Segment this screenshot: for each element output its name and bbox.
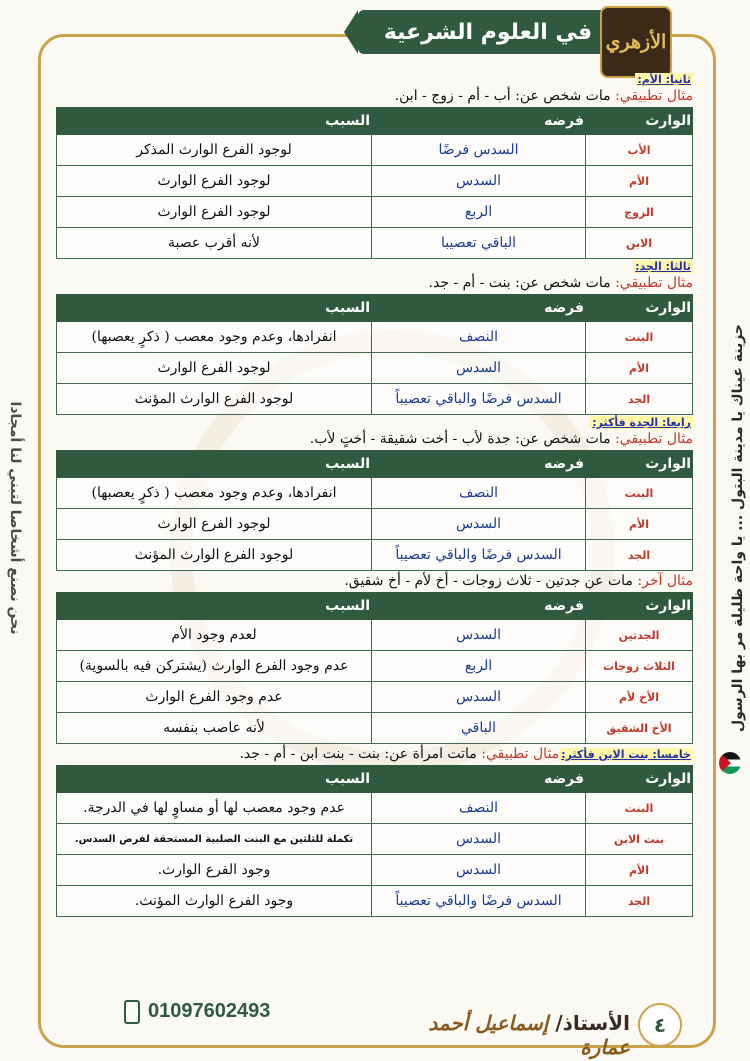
heir-cell: البنت <box>586 793 693 824</box>
page-number: ٤ <box>638 1003 682 1047</box>
table-row <box>57 135 693 166</box>
share-cell: السدس <box>372 855 586 886</box>
table-row <box>57 886 693 917</box>
col-header-share: فرضه <box>372 108 586 135</box>
table-row <box>57 713 693 744</box>
table-row <box>57 824 693 855</box>
section-heading: ثانيا: الأم: <box>637 73 691 86</box>
share-cell: السدس <box>372 682 586 713</box>
example-line: خامسا: بنت الابن فأكثر:مثال تطبيقي: ماتت امرأة عن: بنت - بنت ابن - أم - جد. <box>239 746 691 762</box>
col-header-heir: الوارث <box>586 451 693 478</box>
inheritance-table <box>56 765 693 917</box>
col-header-heir: الوارث <box>586 766 693 793</box>
reason-cell: انفرادها، وعدم وجود معصب ( ذكرٍ يعصبها) <box>57 478 372 509</box>
table-row <box>57 509 693 540</box>
col-header-reason: السبب <box>57 295 372 322</box>
heir-cell: الأم <box>586 509 693 540</box>
col-header-reason: السبب <box>57 766 372 793</box>
table-row <box>57 651 693 682</box>
heir-cell: الثلاث زوجات <box>586 651 693 682</box>
reason-cell: لعدم وجود الأم <box>57 620 372 651</box>
example-line: مثال تطبيقي: مات شخص عن: جدة لأب - أخت شقيقة - أختٍ لأب. <box>309 431 693 447</box>
table-header-row <box>57 451 693 478</box>
teacher-signature <box>400 1011 630 1059</box>
reason-cell: لأنه أقرب عصبة <box>57 228 372 259</box>
table-row <box>57 620 693 651</box>
phone-number: 01097602493 <box>148 1000 271 1022</box>
section-heading: ثالثا: الجد: <box>635 260 691 273</box>
teacher-name: إسماعيل أحمد عمارة <box>428 1011 630 1059</box>
inheritance-table <box>56 450 693 571</box>
col-header-heir: الوارث <box>586 108 693 135</box>
heir-cell: الأم <box>586 353 693 384</box>
table-row <box>57 682 693 713</box>
share-cell: السدس فرضًا والباقي تعصيباً <box>372 886 586 917</box>
reason-cell: لوجود الفرع الوارث المؤنث <box>57 540 372 571</box>
reason-cell: عدم وجود معصب لها أو مساوٍ لها في الدرجة. <box>57 793 372 824</box>
share-cell: الباقي <box>372 713 586 744</box>
share-cell: النصف <box>372 322 586 353</box>
share-cell: السدس <box>372 620 586 651</box>
reason-cell: وجود الفرع الوارث. <box>57 855 372 886</box>
share-cell: السدس <box>372 824 586 855</box>
side-slogan-left: نحن نصنع أشخاصا لتبني لنا أمجادا <box>7 401 23 635</box>
inheritance-table <box>56 107 693 259</box>
share-cell: النصف <box>372 478 586 509</box>
col-header-share: فرضه <box>372 766 586 793</box>
table-row <box>57 197 693 228</box>
heir-cell: بنت الابن <box>586 824 693 855</box>
table-row <box>57 478 693 509</box>
reason-cell: لوجود الفرع الوارث <box>57 509 372 540</box>
heir-cell: البنت <box>586 478 693 509</box>
reason-cell: لوجود الفرع الوارث <box>57 353 372 384</box>
col-header-share: فرضه <box>372 295 586 322</box>
share-cell: السدس <box>372 509 586 540</box>
reason-cell: عدم وجود الفرع الوارث (يشتركن فيه بالسوية) <box>57 651 372 682</box>
table-row <box>57 166 693 197</box>
reason-cell: لوجود الفرع الوارث <box>57 166 372 197</box>
section-heading: خامسا: بنت الابن فأكثر: <box>561 748 691 761</box>
heir-cell: الزوج <box>586 197 693 228</box>
reason-cell: عدم وجود الفرع الوارث <box>57 682 372 713</box>
table-row <box>57 353 693 384</box>
heir-cell: الأم <box>586 855 693 886</box>
phone-icon <box>124 1000 140 1024</box>
section-heading: رابعا: الجدة فأكثر: <box>592 416 691 429</box>
reason-cell: وجود الفرع الوارث المؤنث. <box>57 886 372 917</box>
col-header-share: فرضه <box>372 451 586 478</box>
table-header-row <box>57 108 693 135</box>
heir-cell: الجد <box>586 540 693 571</box>
col-header-heir: الوارث <box>586 593 693 620</box>
share-cell: الباقي تعصيبا <box>372 228 586 259</box>
example-line: مثال تطبيقي: مات شخص عن: بنت - أم - جد. <box>428 275 693 291</box>
heir-cell: الأخ الشقيق <box>586 713 693 744</box>
col-header-heir: الوارث <box>586 295 693 322</box>
heir-cell: الأب <box>586 135 693 166</box>
col-header-reason: السبب <box>57 108 372 135</box>
table-row <box>57 793 693 824</box>
col-header-share: فرضه <box>372 593 586 620</box>
reason-cell: لأنه عاصب بنفسه <box>57 713 372 744</box>
reason-cell: لوجود الفرع الوارث <box>57 197 372 228</box>
reason-cell: انفرادها، وعدم وجود معصب ( ذكرٍ يعصبها) <box>57 322 372 353</box>
table-row <box>57 322 693 353</box>
reason-cell: لوجود الفرع الوارث المذكر <box>57 135 372 166</box>
heir-cell: البنت <box>586 322 693 353</box>
reason-cell: لوجود الفرع الوارث المؤنث <box>57 384 372 415</box>
reason-cell: تكملة للثلثين مع البنت الصلبية المستحقة لفرض السدس. <box>57 824 372 855</box>
heir-cell: الابن <box>586 228 693 259</box>
inheritance-table <box>56 294 693 415</box>
col-header-reason: السبب <box>57 593 372 620</box>
brand-logo: الأزهري <box>600 6 672 78</box>
share-cell: الربع <box>372 197 586 228</box>
heir-cell: الجدتين <box>586 620 693 651</box>
table-header-row <box>57 766 693 793</box>
share-cell: السدس فرضًا <box>372 135 586 166</box>
share-cell: الربع <box>372 651 586 682</box>
side-slogan-right: حزينة عيناك يا مدينة البتول ... يا واحة ظليلة مر بها الرسول <box>730 323 746 733</box>
page-header-title: في العلوم الشرعية <box>358 10 618 54</box>
share-cell: السدس فرضًا والباقي تعصيباً <box>372 384 586 415</box>
share-cell: السدس <box>372 166 586 197</box>
table-header-row <box>57 295 693 322</box>
table-row <box>57 228 693 259</box>
heir-cell: الأم <box>586 166 693 197</box>
heir-cell: الجد <box>586 384 693 415</box>
palestine-flag-icon <box>719 752 741 774</box>
table-row <box>57 384 693 415</box>
col-header-reason: السبب <box>57 451 372 478</box>
table-row <box>57 540 693 571</box>
share-cell: النصف <box>372 793 586 824</box>
table-header-row <box>57 593 693 620</box>
heir-cell: الجد <box>586 886 693 917</box>
table-row <box>57 855 693 886</box>
share-cell: السدس <box>372 353 586 384</box>
teacher-label: الأستاذ/ <box>555 1011 630 1035</box>
share-cell: السدس فرضًا والباقي تعصيباً <box>372 540 586 571</box>
inheritance-table <box>56 592 693 744</box>
example-line: مثال آخر: مات عن جدتين - ثلاث زوجات - أخ لأم - أخ شقيق. <box>344 573 693 589</box>
heir-cell: الأخ لأم <box>586 682 693 713</box>
main-content <box>57 72 693 917</box>
example-line: مثال تطبيقي: مات شخص عن: أب - أم - زوج - ابن. <box>394 88 693 104</box>
